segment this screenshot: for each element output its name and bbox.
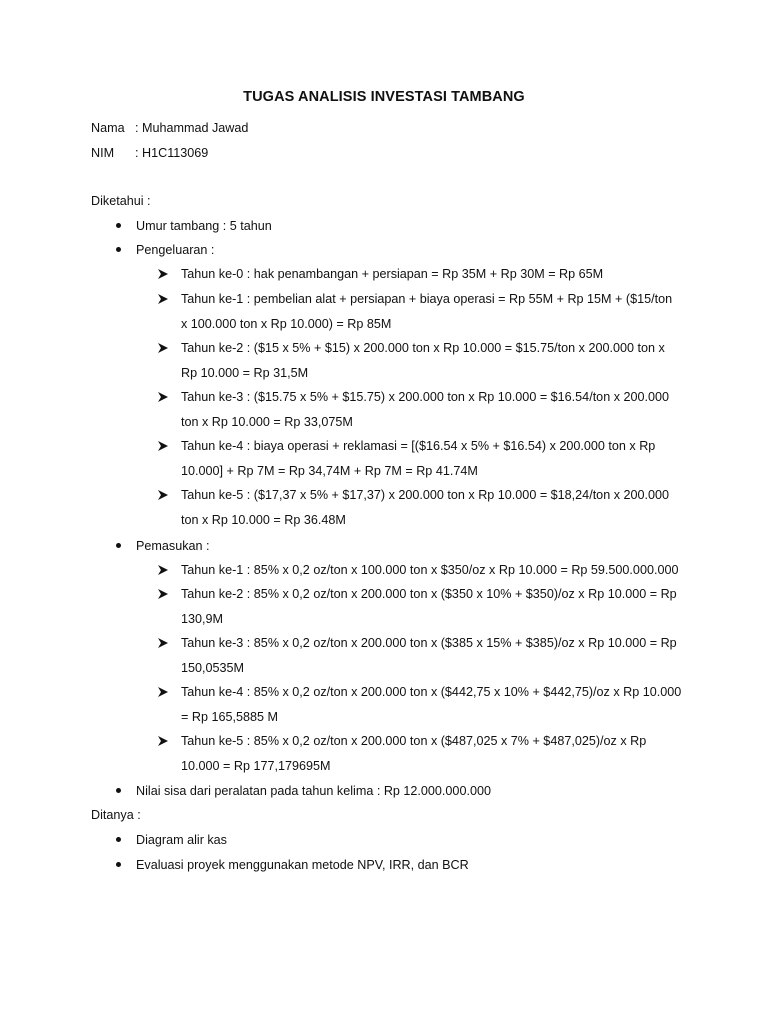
arrow-bullet-icon (157, 268, 169, 280)
pengeluaran-item-cont: ton x Rp 10.000 = Rp 33,075M (181, 415, 353, 429)
bullet-dot-icon (116, 837, 121, 842)
pengeluaran-label: Pengeluaran : (136, 243, 215, 257)
pengeluaran-item: Tahun ke-2 : ($15 x 5% + $15) x 200.000 ton x Rp 10.000 = $15.75/ton x 200.000 ton x (181, 341, 665, 355)
pengeluaran-item-cont: x 100.000 ton x Rp 10.000) = Rp 85M (181, 317, 392, 331)
bullet-dot-icon (116, 862, 121, 867)
nilai-sisa: Nilai sisa dari peralatan pada tahun kelima : Rp 12.000.000.000 (136, 784, 491, 798)
ditanya-item: Evaluasi proyek menggunakan metode NPV, IRR, dan BCR (136, 858, 469, 872)
pengeluaran-item-cont: ton x Rp 10.000 = Rp 36.48M (181, 513, 346, 527)
pemasukan-item: Tahun ke-2 : 85% x 0,2 oz/ton x 200.000 ton x ($350 x 10% + $350)/oz x Rp 10.000 = Rp (181, 587, 677, 601)
arrow-bullet-icon (157, 391, 169, 403)
nim-value: : H1C113069 (135, 146, 209, 160)
bullet-dot-icon (116, 247, 121, 252)
bullet-dot-icon (116, 788, 121, 793)
ditanya-item: Diagram alir kas (136, 833, 227, 847)
arrow-bullet-icon (157, 564, 169, 576)
nama-value: : Muhammad Jawad (135, 121, 249, 135)
pemasukan-item-cont: = Rp 165,5885 M (181, 710, 278, 724)
pemasukan-item: Tahun ke-4 : 85% x 0,2 oz/ton x 200.000 ton x ($442,75 x 10% + $442,75)/oz x Rp 10.000 (181, 685, 682, 699)
document-title: TUGAS ANALISIS INVESTASI TAMBANG (243, 89, 525, 105)
pemasukan-label: Pemasukan : (136, 539, 210, 553)
arrow-bullet-icon (157, 686, 169, 698)
nama-label: Nama (91, 121, 125, 135)
pemasukan-item-cont: 130,9M (181, 612, 224, 626)
pengeluaran-item: Tahun ke-1 : pembelian alat + persiapan + biaya operasi = Rp 55M + Rp 15M + ($15/ton (181, 292, 673, 306)
arrow-bullet-icon (157, 342, 169, 354)
arrow-bullet-icon (157, 293, 169, 305)
pemasukan-item: Tahun ke-1 : 85% x 0,2 oz/ton x 100.000 ton x $350/oz x Rp 10.000 = Rp 59.500.000.000 (181, 563, 679, 577)
pemasukan-item: Tahun ke-3 : 85% x 0,2 oz/ton x 200.000 ton x ($385 x 15% + $385)/oz x Rp 10.000 = Rp (181, 636, 677, 650)
pengeluaran-item: Tahun ke-3 : ($15.75 x 5% + $15.75) x 200.000 ton x Rp 10.000 = $16.54/ton x 200.000 (181, 390, 670, 404)
nim-label: NIM (91, 146, 115, 160)
arrow-bullet-icon (157, 588, 169, 600)
pengeluaran-item: Tahun ke-5 : ($17,37 x 5% + $17,37) x 200.000 ton x Rp 10.000 = $18,24/ton x 200.000 (181, 488, 670, 502)
diketahui-label: Diketahui : (91, 194, 151, 208)
pengeluaran-item-cont: Rp 10.000 = Rp 31,5M (181, 366, 309, 380)
umur-tambang: Umur tambang : 5 tahun (136, 219, 272, 233)
pengeluaran-item-cont: 10.000] + Rp 7M = Rp 34,74M + Rp 7M = Rp 41.74M (181, 464, 478, 478)
pemasukan-item-cont: 10.000 = Rp 177,179695M (181, 759, 331, 773)
bullet-dot-icon (116, 543, 121, 548)
pengeluaran-item: Tahun ke-0 : hak penambangan + persiapan = Rp 35M + Rp 30M = Rp 65M (181, 267, 604, 281)
pemasukan-item: Tahun ke-5 : 85% x 0,2 oz/ton x 200.000 ton x ($487,025 x 7% + $487,025)/oz x Rp (181, 734, 647, 748)
arrow-bullet-icon (157, 440, 169, 452)
arrow-bullet-icon (157, 489, 169, 501)
ditanya-label: Ditanya : (91, 808, 141, 822)
arrow-bullet-icon (157, 637, 169, 649)
pemasukan-item-cont: 150,0535M (181, 661, 245, 675)
arrow-bullet-icon (157, 735, 169, 747)
pengeluaran-item: Tahun ke-4 : biaya operasi + reklamasi = [($16.54 x 5% + $16.54) x 200.000 ton x Rp (181, 439, 656, 453)
bullet-dot-icon (116, 223, 121, 228)
